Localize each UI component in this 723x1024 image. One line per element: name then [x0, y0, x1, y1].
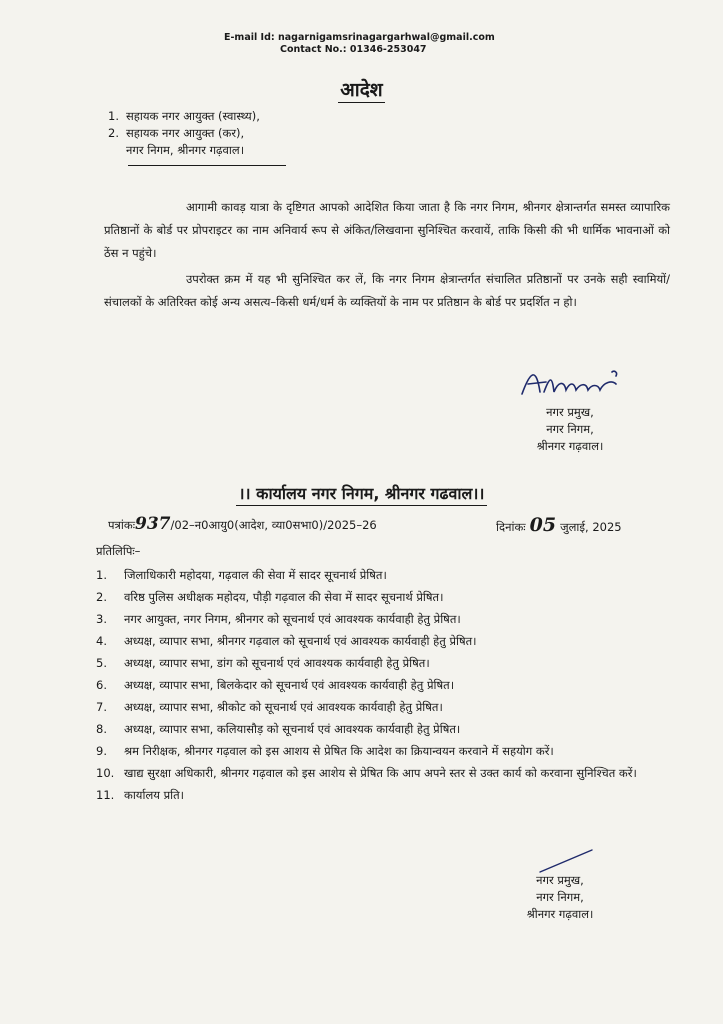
date-month-year: जुलाई, 2025	[560, 520, 622, 534]
list-number: 4.	[96, 634, 107, 648]
addressee-line	[108, 142, 286, 159]
list-text: अध्यक्ष, व्यापार सभा, श्रीनगर गढ़वाल को सूचनार्थ एवं आवश्यक कार्यवाही हेतु प्रेषित।	[124, 634, 477, 648]
paragraph-text: आगामी कावड़ यात्रा के दृष्टिगत आपको आदेशित किया जाता है कि नगर निगम, श्रीनगर क्षेत्रान्तर्गत समस्त व्यापारिक प्रतिष्ठानों के बोर्ड पर प्रोपराइटर का नाम अनिवार्य रूप से अंकित/लिखवाना सुनिश्चित करवायें, ताकि किसी की भी धार्मिक भावनाओं को ठेंस न पहुंचे।	[104, 200, 670, 260]
list-item	[96, 784, 676, 806]
order-paragraph-2	[104, 268, 670, 314]
copy-to-list	[96, 564, 676, 806]
reference-handwritten-number: 937	[135, 514, 171, 534]
office-heading-text: ।। कार्यालय नगर निगम, श्रीनगर गढवाल।।	[236, 484, 486, 506]
copy-to-heading: प्रतिलिपिः–	[96, 544, 141, 558]
list-text: खाद्य सुरक्षा अधिकारी, श्रीनगर गढ़वाल को इस आशेय से प्रेषित कि आप अपने स्तर से उक्त कार्य को करवाना सुनिश्चित करें।	[124, 766, 637, 780]
signatory-designation: नगर प्रमुख,	[546, 405, 594, 419]
addressee-number: 1.	[108, 109, 119, 123]
list-text: अध्यक्ष, व्यापार सभा, डांग को सूचनार्थ एवं आवश्यक कार्यवाही हेतु प्रेषित।	[124, 656, 430, 670]
list-number: 9.	[96, 744, 107, 758]
list-text: श्रम निरीक्षक, श्रीनगर गढ़वाल को इस आशय से प्रेषित कि आदेश का क्रियान्वयन करवाने में सहयोग करें।	[124, 744, 554, 758]
list-item	[96, 630, 676, 652]
list-item	[96, 740, 676, 762]
reference-code: /02–न0आयु0(आदेश, व्या0सभा0)/2025–26	[170, 518, 377, 532]
signatory-block-1	[510, 404, 630, 455]
paragraph-text: उपरोक्त क्रम में यह भी सुनिश्चित कर लें, कि नगर निगम क्षेत्रान्तर्गत संचालित प्रतिष्ठानों पर उनके सही स्वामियों/संचालकों के अतिरिक्त कोई अन्य असत्य–किसी धर्म/धर्म के व्यक्तियों के नाम पर प्रतिष्ठान के बोर्ड पर प्रदर्शित न हो।	[104, 272, 670, 309]
list-number: 11.	[96, 788, 115, 802]
list-text: जिलाधिकारी महोदया, गढ़वाल की सेवा में सादर सूचनार्थ प्रेषित।	[124, 568, 387, 582]
email-line: E-mail Id: nagarnigamsrinagargarhwal@gmail.com	[224, 32, 495, 43]
list-text: अध्यक्ष, व्यापार सभा, बिलकेदार को सूचनार्थ एवं आवश्यक कार्यवाही हेतु प्रेषित।	[124, 678, 455, 692]
list-item	[96, 674, 676, 696]
signatory-place: श्रीनगर गढ़वाल।	[526, 907, 594, 921]
addressee-text: सहायक नगर आयुक्त (कर),	[126, 126, 245, 140]
issue-date	[496, 514, 622, 536]
signatory-block-2	[500, 872, 620, 923]
list-text: वरिष्ठ पुलिस अधीक्षक महोदय, पौड़ी गढ़वाल की सेवा में सादर सूचनार्थ प्रेषित।	[124, 590, 444, 604]
list-item	[96, 586, 676, 608]
reference-number	[108, 514, 377, 534]
list-number: 5.	[96, 656, 107, 670]
signatory-designation: नगर प्रमुख,	[536, 873, 584, 887]
list-item	[96, 652, 676, 674]
list-number: 1.	[96, 568, 107, 582]
list-text: नगर आयुक्त, नगर निगम, श्रीनगर को सूचनार्थ एवं आवश्यक कार्यवाही हेतु प्रेषित।	[124, 612, 461, 626]
list-number: 2.	[96, 590, 107, 604]
document-title	[0, 76, 723, 102]
addressee-line	[108, 108, 286, 125]
contact-number: Contact No.: 01346-253047	[280, 44, 427, 55]
addressee-text: नगर निगम, श्रीनगर गढ़वाल।	[126, 143, 245, 157]
list-text: कार्यालय प्रति।	[124, 788, 185, 802]
addressee-block	[108, 108, 286, 166]
date-handwritten-day: 05	[529, 514, 557, 536]
list-item	[96, 564, 676, 586]
addressee-text: सहायक नगर आयुक्त (स्वास्थ्य),	[126, 109, 260, 123]
order-paragraph-1	[104, 196, 670, 265]
list-number: 7.	[96, 700, 107, 714]
signatory-place: श्रीनगर गढ़वाल।	[536, 439, 604, 453]
addressee-number: 2.	[108, 126, 119, 140]
list-text: अध्यक्ष, व्यापार सभा, कलियासौड़ को सूचनार्थ एवं आवश्यक कार्यवाही हेतु प्रेषित।	[124, 722, 461, 736]
divider	[128, 165, 286, 166]
office-heading	[0, 482, 723, 504]
reference-label: पत्रांकः	[108, 518, 136, 532]
list-item	[96, 718, 676, 740]
list-item	[96, 696, 676, 718]
list-number: 10.	[96, 766, 115, 780]
title-text: आदेश	[340, 79, 383, 101]
handwritten-signature	[516, 362, 626, 402]
date-label: दिनांकः	[496, 520, 526, 534]
list-number: 6.	[96, 678, 107, 692]
list-item	[96, 608, 676, 630]
list-number: 8.	[96, 722, 107, 736]
signatory-office: नगर निगम,	[536, 890, 584, 904]
letterhead-contact	[224, 32, 495, 56]
signatory-office: नगर निगम,	[546, 422, 594, 436]
list-number: 3.	[96, 612, 107, 626]
list-item	[96, 762, 676, 784]
list-text: अध्यक्ष, व्यापार सभा, श्रीकोट को सूचनार्थ एवं आवश्यक कार्यवाही हेतु प्रेषित।	[124, 700, 443, 714]
addressee-line	[108, 125, 286, 142]
